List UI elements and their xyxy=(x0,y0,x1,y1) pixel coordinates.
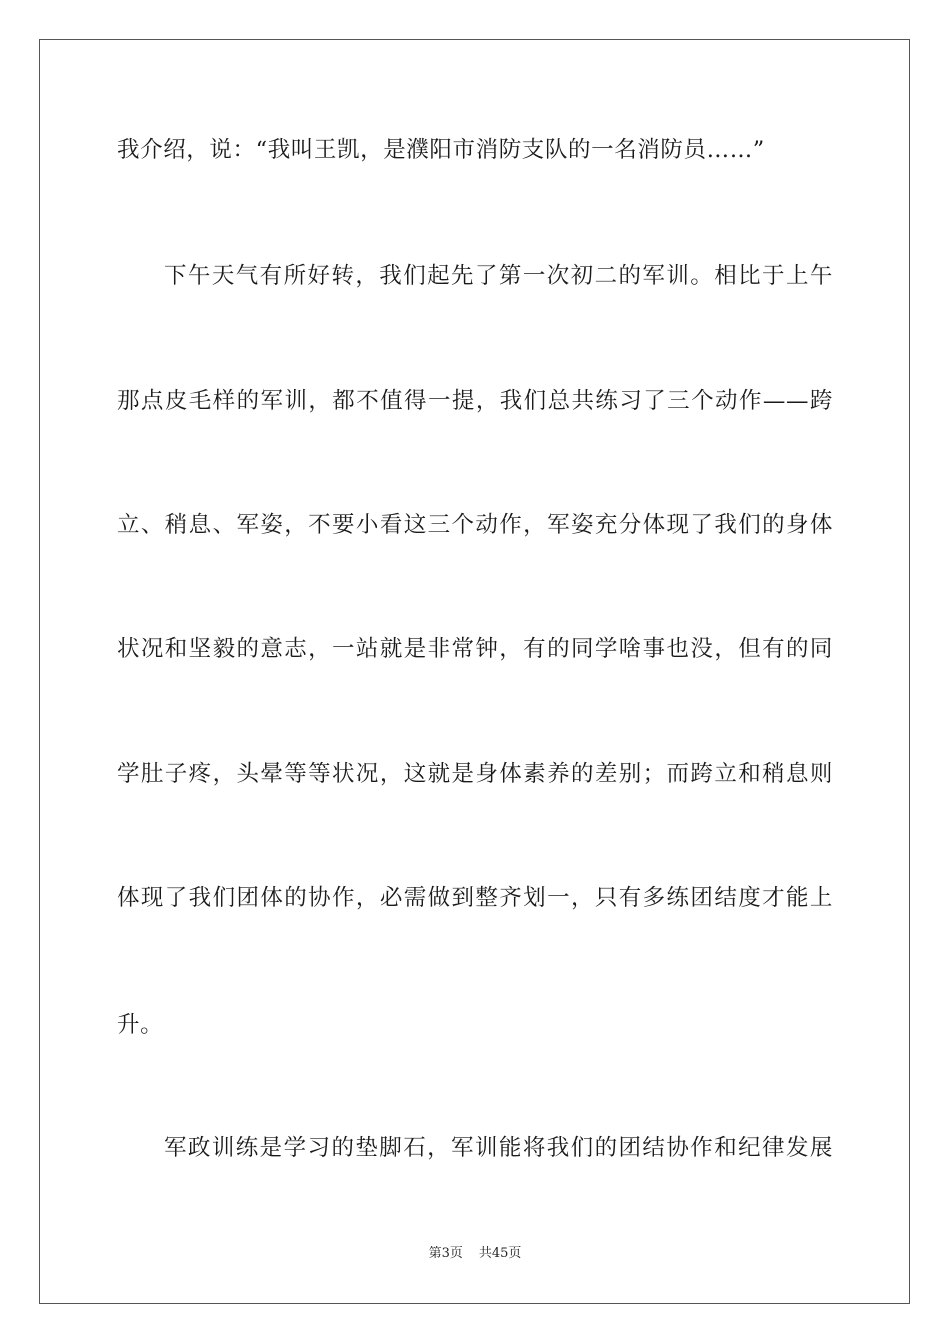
page-footer xyxy=(0,1245,950,1263)
page-border xyxy=(39,39,910,1304)
body-text-line: 学肚子疼，头晕等等状况，这就是身体素养的差别；而跨立和稍息则 xyxy=(117,761,833,787)
body-text-line: 状况和坚毅的意志，一站就是非常钟，有的同学啥事也没，但有的同 xyxy=(117,636,833,662)
paragraph-start-line: 下午天气有所好转，我们起先了第一次初二的军训。相比于上午 xyxy=(164,263,833,289)
page-total: 共45页 xyxy=(478,1246,522,1261)
body-text-line: 立、稍息、军姿，不要小看这三个动作，军姿充分体现了我们的身体 xyxy=(117,512,833,538)
body-text-line: 升。 xyxy=(117,1012,164,1038)
page-number: 第3页 xyxy=(428,1246,463,1261)
paragraph-start-line: 军政训练是学习的垫脚石，军训能将我们的团结协作和纪律发展 xyxy=(164,1135,833,1161)
body-text-line: 体现了我们团体的协作，必需做到整齐划一，只有多练团结度才能上 xyxy=(117,885,833,911)
body-text-line: 我介绍，说：“我叫王凯，是濮阳市消防支队的一名消防员……” xyxy=(117,137,765,163)
body-text-line: 那点皮毛样的军训，都不值得一提，我们总共练习了三个动作——跨 xyxy=(117,388,833,414)
